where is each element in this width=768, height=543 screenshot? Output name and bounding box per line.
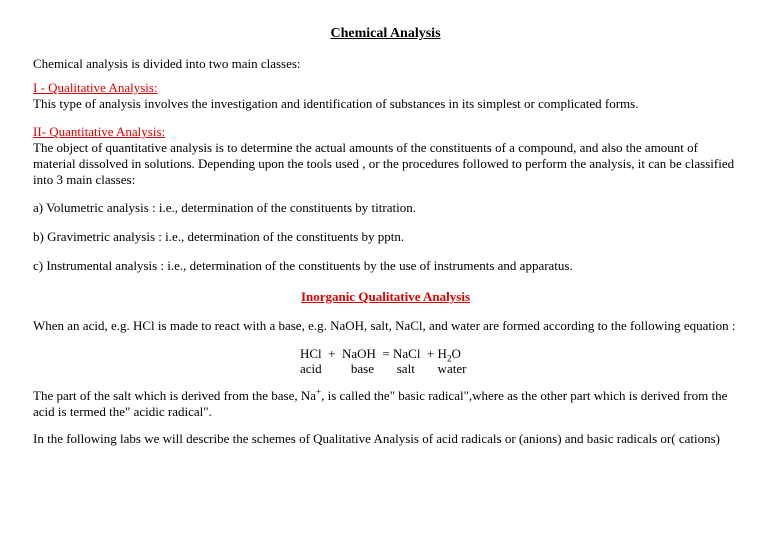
reaction-equation: [300, 346, 600, 376]
radical-superscript: +: [316, 386, 322, 397]
closing-paragraph: In the following labs we will describe the schemes of Qualitative Analysis of acid radicals or (anions) and basic radicals or( cations): [33, 431, 720, 446]
class-volumetric: a) Volumetric analysis : i.e., determination of the constituents by titration.: [33, 200, 416, 215]
equation-water-o: O: [451, 346, 461, 361]
qualitative-text: This type of analysis involves the investigation and identification of substances in its simplest or complicated forms.: [33, 96, 639, 111]
quantitative-heading: II- Quantitative Analysis:: [33, 124, 166, 139]
inorganic-heading: Inorganic Qualitative Analysis: [300, 289, 471, 304]
class-instrumental: c) Instrumental analysis : i.e., determination of the constituents by the use of instruments and apparatus.: [33, 258, 573, 273]
equation-labels: acid base salt water: [300, 361, 467, 376]
radical-text-2: , is called the" basic radical",where as the other part which is derived from the acid is termed the" acidic radical".: [33, 388, 728, 419]
radical-text-1: The part of the salt which is derived from the base, Na: [33, 388, 317, 403]
equation-reactants: HCl + NaOH = NaCl + H: [300, 346, 447, 361]
class-gravimetric: b) Gravimetric analysis : i.e., determination of the constituents by pptn.: [33, 229, 405, 244]
reaction-paragraph: When an acid, e.g. HCl is made to react with a base, e.g. NaOH, salt, NaCl, and water are formed according to the following equation :: [33, 318, 736, 333]
radical-paragraph: [33, 388, 738, 420]
equation-formula: [300, 346, 600, 364]
equation-subscript: 2: [446, 353, 452, 364]
intro-paragraph: Chemical analysis is divided into two main classes:: [33, 56, 301, 71]
qualitative-heading: I - Qualitative Analysis:: [33, 80, 158, 95]
quantitative-text: The object of quantitative analysis is to determine the actual amounts of the constituents of a compound, and also the amount of material dissolved in solutions. Depending upon the tools used , or the procedures followed to perform the analysis, it can be classified into 3 main classes:: [33, 140, 735, 187]
document-title: Chemical Analysis: [330, 26, 441, 41]
